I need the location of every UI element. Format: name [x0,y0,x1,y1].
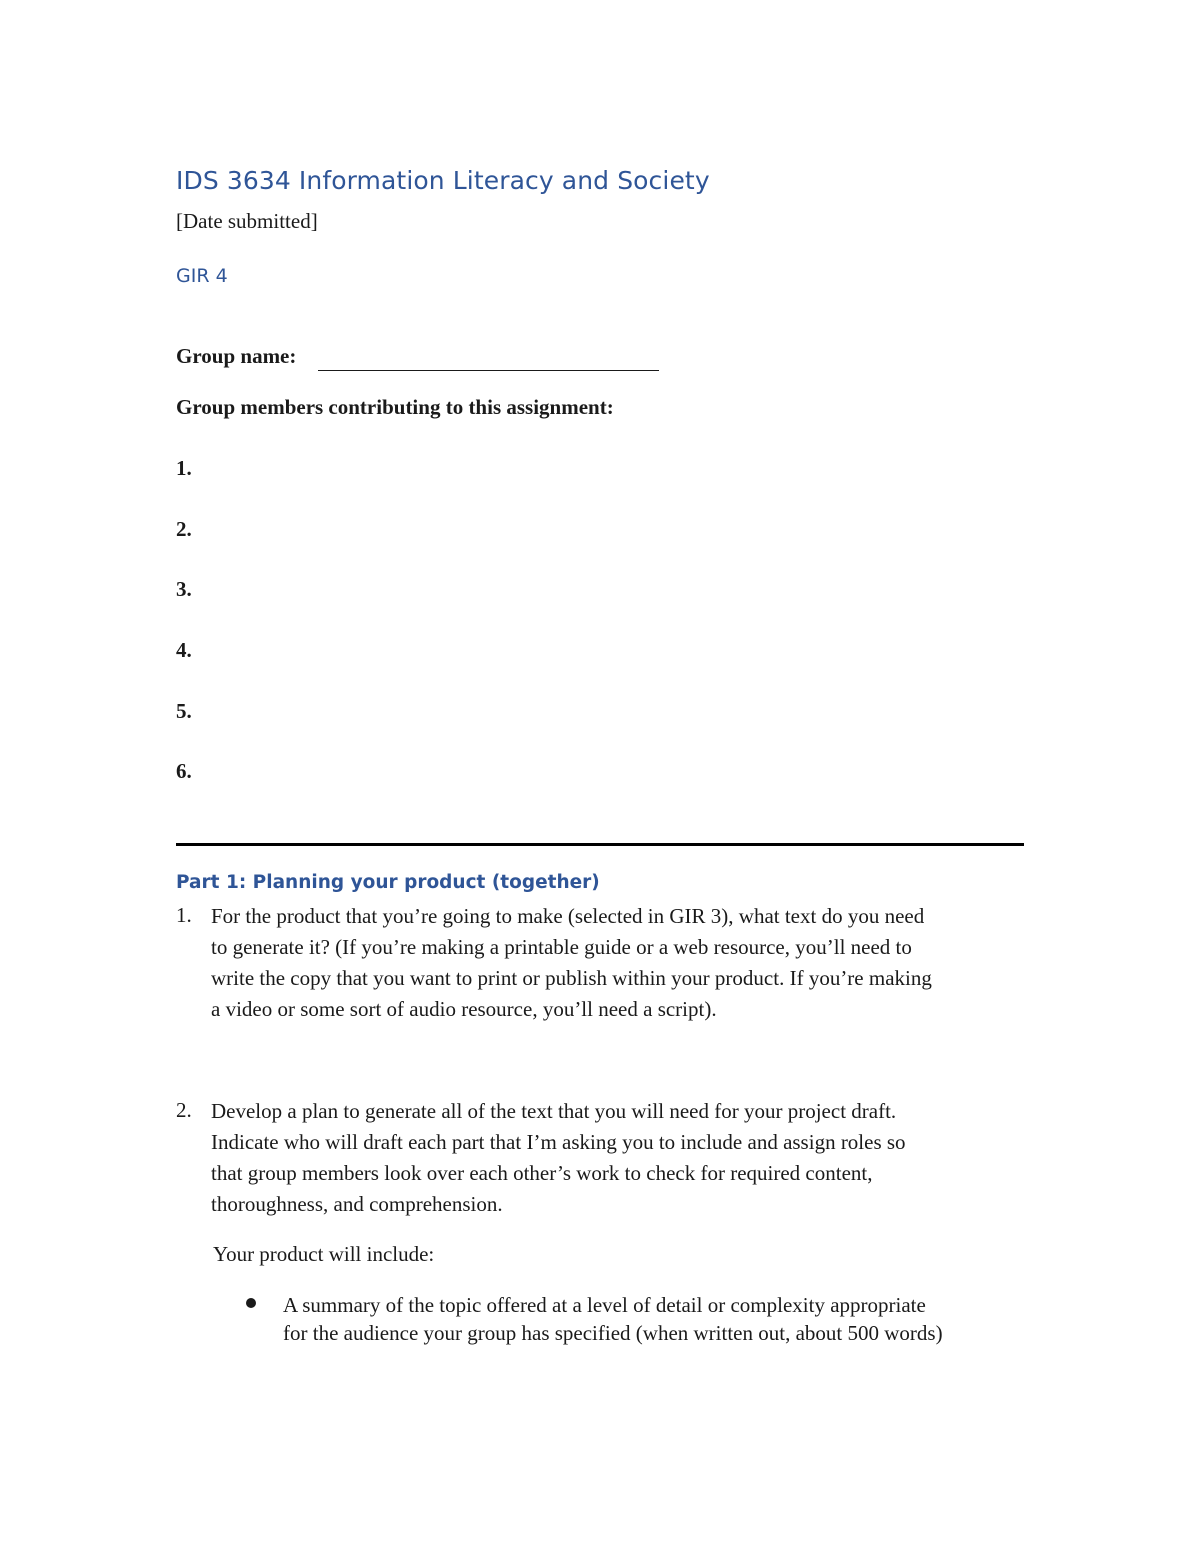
question-number: 2. [176,1098,192,1122]
question-line: that group members look over each other’s work to check for required content, [211,1161,873,1185]
member-number: 5. [176,699,192,723]
member-number: 6. [176,759,192,783]
question-line: write the copy that you want to print or publish within your product. If you’re making [211,966,932,990]
question-number: 1. [176,903,192,927]
include-item-line: for the audience your group has specified (when written out, about 500 words) [283,1321,943,1345]
product-includes-intro: Your product will include: [213,1242,435,1266]
member-number: 4. [176,638,192,662]
question-line: Indicate who will draft each part that I’m asking you to include and assign roles so [211,1130,906,1154]
question-line: For the product that you’re going to make (selected in GIR 3), what text do you need [211,904,925,928]
question-2-text [211,1096,1031,1220]
question-line: to generate it? (If you’re making a printable guide or a web resource, you’ll need to [211,935,912,959]
question-line: a video or some sort of audio resource, you’ll need a script). [211,997,717,1021]
group-members-heading: Group members contributing to this assignment: [176,395,614,419]
question-line: thoroughness, and comprehension. [211,1192,503,1216]
assignment-label: GIR 4 [176,265,228,287]
group-name-label: Group name: [176,344,297,368]
member-number: 3. [176,577,192,601]
bullet-icon [246,1298,256,1308]
question-1-text [211,901,1031,1025]
group-name-blank-line[interactable] [318,370,659,371]
include-item [283,1291,943,1347]
include-item-line: A summary of the topic offered at a level of detail or complexity appropriate [283,1293,926,1317]
member-number: 1. [176,456,192,480]
member-number: 2. [176,517,192,541]
document-title: IDS 3634 Information Literacy and Society [176,166,710,195]
horizontal-divider [176,843,1024,846]
question-line: Develop a plan to generate all of the text that you will need for your project draft. [211,1099,897,1123]
date-submitted: [Date submitted] [176,209,318,233]
part-1-heading: Part 1: Planning your product (together) [176,872,600,893]
